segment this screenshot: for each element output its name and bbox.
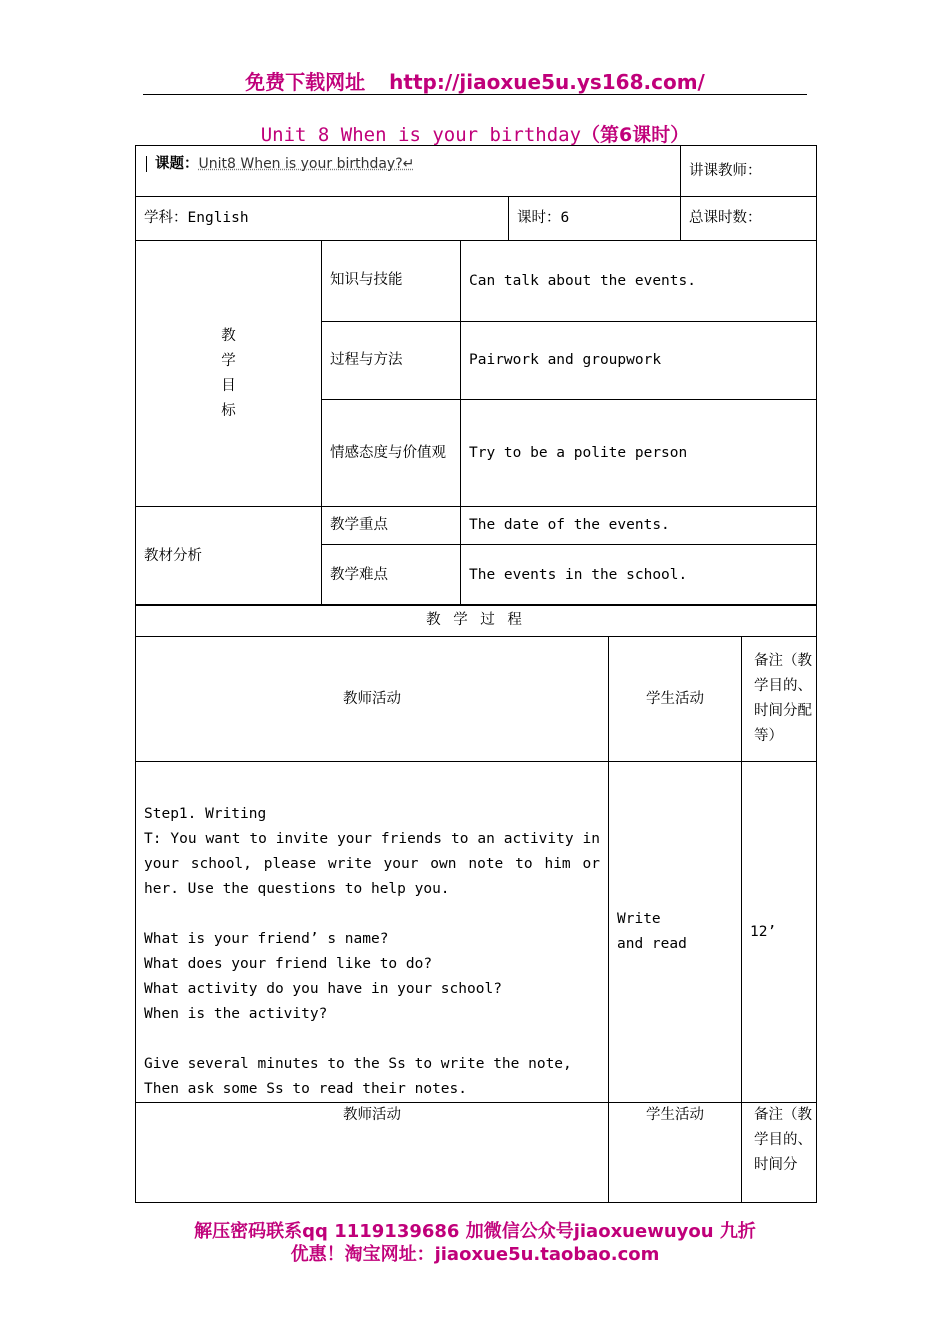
footer-promo — [135, 1220, 815, 1266]
total-periods-label: 总课时数： — [689, 210, 762, 226]
col-student-header: 学生活动 — [609, 637, 742, 762]
period-value: 课时：6 — [517, 210, 570, 226]
objectives-table — [135, 240, 817, 606]
topic-cell — [136, 146, 681, 197]
period-cell — [509, 197, 681, 241]
total-periods-cell — [681, 197, 817, 241]
document-title — [135, 120, 815, 147]
step1-line: T: You want to invite your friends to an activity in your school, please write your own note to him or her. Use the questions to help you. — [144, 831, 600, 897]
step1-blank — [144, 1027, 600, 1052]
objective-label-knowledge: 知识与技能 — [322, 241, 461, 322]
document-title-cn: （第6课时） — [581, 124, 690, 146]
topic-label: 课题： — [155, 156, 199, 172]
col-teacher-header: 教师活动 — [136, 637, 609, 762]
step1-line: What activity do you have in your school? — [144, 981, 502, 997]
step1-teacher-activity — [136, 762, 609, 1103]
topic-value: Unit8 When is your birthday?↵ — [198, 156, 415, 172]
footer-line-1: 解压密码联系qq 1119139686 加微信公众号jiaoxuewuyou 九折 — [194, 1221, 756, 1242]
process-table — [135, 604, 817, 1203]
step1-line: What does your friend like to do? — [144, 956, 433, 972]
analysis-side-label: 教材分析 — [136, 507, 322, 606]
analysis-value-difficult: The events in the school. — [461, 545, 817, 606]
col-student-header-repeat: 学生活动 — [609, 1103, 742, 1203]
step1-time: 12’ — [742, 762, 817, 1103]
objective-value-attitude: Try to be a polite person — [461, 400, 817, 507]
header-divider — [143, 94, 807, 95]
objectives-char-2: 学 — [221, 352, 236, 369]
step1-line: What is your friend’ s name? — [144, 931, 389, 947]
analysis-label-key: 教学重点 — [322, 507, 461, 545]
teacher-cell — [681, 146, 817, 197]
teacher-label: 讲课教师： — [689, 162, 762, 179]
col-notes-header: 备注（教学目的、时间分配等） — [742, 637, 817, 762]
step1-line: Give several minutes to the Ss to write the note, — [144, 1056, 572, 1072]
step1-line: Step1. Writing — [144, 806, 267, 822]
header-download-link[interactable] — [145, 66, 805, 95]
col-teacher-header-repeat: 教师活动 — [136, 1103, 609, 1203]
subject-value: 学科：English — [144, 210, 249, 226]
header-site-url[interactable]: http://jiaoxue5u.ys168.com/ — [389, 70, 705, 94]
objective-label-process: 过程与方法 — [322, 322, 461, 400]
step1-blank — [144, 902, 600, 927]
step1-line: When is the activity? — [144, 1006, 328, 1022]
col-notes-header-repeat: 备注（教学目的、时间分 — [742, 1103, 817, 1203]
objective-value-process: Pairwork and groupwork — [461, 322, 817, 400]
document-title-en: Unit 8 When is your birthday — [260, 124, 582, 146]
objectives-char-1: 教 — [221, 327, 236, 344]
objectives-char-4: 标 — [221, 402, 236, 419]
objective-label-attitude: 情感态度与价值观 — [322, 400, 461, 507]
header-site-label: 免费下载网址 — [245, 70, 366, 94]
lesson-info-table — [135, 145, 817, 241]
step1-student-activity: Write and read — [609, 762, 742, 1103]
analysis-value-key: The date of the events. — [461, 507, 817, 545]
subject-cell — [136, 197, 509, 241]
process-heading: 教 学 过 程 — [136, 605, 817, 637]
objectives-side-label — [136, 241, 322, 507]
analysis-label-difficult: 教学难点 — [322, 545, 461, 606]
objective-value-knowledge: Can talk about the events. — [461, 241, 817, 322]
step1-line: Then ask some Ss to read their notes. — [144, 1081, 468, 1097]
footer-line-2[interactable]: 优惠！淘宝网址：jiaoxue5u.taobao.com — [290, 1244, 660, 1265]
objectives-char-3: 目 — [221, 377, 236, 394]
